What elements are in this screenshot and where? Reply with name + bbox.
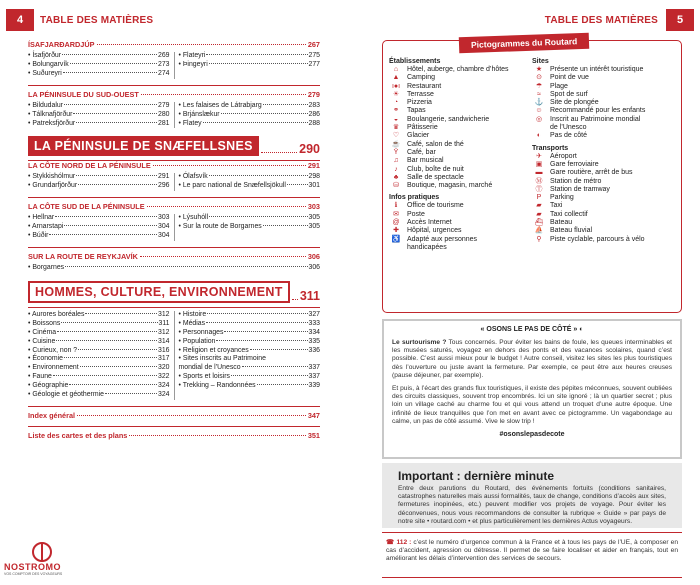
toc-item-label: • Búðir bbox=[28, 232, 49, 240]
pictogram-icon: ◔ bbox=[393, 99, 399, 107]
pictogram-label: Boulangerie, sandwicherie bbox=[407, 115, 490, 123]
toc-item[interactable] bbox=[179, 214, 321, 223]
pictogram-row bbox=[532, 132, 675, 140]
pictogram-label: Café, bar bbox=[407, 148, 436, 156]
pictogram-label: handicapées bbox=[407, 243, 447, 251]
toc-item-page: 274 bbox=[158, 69, 170, 77]
page-number: 4 bbox=[6, 9, 34, 31]
pictogram-icon: ✈ bbox=[536, 152, 542, 160]
toc-item[interactable] bbox=[179, 61, 321, 70]
toc-item[interactable] bbox=[28, 70, 170, 79]
pictogram-row bbox=[389, 107, 532, 115]
pictogram-label: Boutique, magasin, marché bbox=[407, 182, 493, 190]
pictogram-label: Glacier bbox=[407, 132, 430, 140]
pictogram-row bbox=[389, 182, 532, 190]
toc-item-label: • Tálknafjörður bbox=[28, 110, 73, 118]
pictogram-row bbox=[532, 178, 675, 186]
pictogram-label: Office de tourisme bbox=[407, 202, 464, 210]
pictogram-row bbox=[532, 153, 675, 161]
toc-item-page: 305 bbox=[308, 223, 320, 231]
section-items bbox=[28, 214, 320, 241]
toc-item-page: 286 bbox=[308, 110, 320, 118]
pictogram-label: Site de plongée bbox=[550, 99, 599, 107]
toc-item-page: 288 bbox=[308, 119, 320, 127]
toc-item[interactable] bbox=[179, 364, 321, 373]
pictogram-row bbox=[389, 236, 532, 244]
pictogram-label: Point de vue bbox=[550, 74, 589, 82]
toc-item-label: • Bildudalur bbox=[28, 101, 63, 109]
toc-item-label: • Géographie bbox=[28, 382, 69, 390]
pictogram-row bbox=[532, 91, 675, 99]
toc-item-page: 337 bbox=[308, 364, 320, 372]
toc-item[interactable] bbox=[28, 232, 170, 241]
toc-item-page: 324 bbox=[158, 382, 170, 390]
section-heading[interactable] bbox=[28, 161, 320, 170]
toc-item-page: 283 bbox=[308, 101, 320, 109]
toc-item[interactable] bbox=[28, 338, 170, 347]
pictogram-label: Spot de surf bbox=[550, 90, 588, 98]
section-items bbox=[28, 102, 320, 129]
pictogram-label: Inscrit au Patrimoine mondial bbox=[550, 115, 641, 123]
toc-item-page: 304 bbox=[158, 223, 170, 231]
toc-item-label: • Histoire bbox=[178, 310, 207, 318]
pictogram-icon: ◒ bbox=[393, 115, 399, 123]
pictogram-icon: ✉ bbox=[393, 210, 399, 218]
pictogram-row bbox=[532, 116, 675, 124]
pictogram-icon: ▰ bbox=[536, 210, 542, 218]
toc-item-label: • Stykkishólmur bbox=[28, 173, 76, 181]
osons-hashtag: #osonslepasdecote bbox=[499, 431, 565, 439]
toc-item-page: 322 bbox=[158, 373, 170, 381]
pictogram-row bbox=[532, 83, 675, 91]
pictogram-label: Bateau fluvial bbox=[550, 227, 593, 235]
toc-item[interactable] bbox=[179, 373, 321, 382]
toc-item[interactable] bbox=[28, 61, 170, 70]
section-title: LA PÉNINSULE DU SUD-OUEST bbox=[28, 89, 139, 99]
toc-column bbox=[28, 40, 320, 440]
toc-item-page: 304 bbox=[158, 232, 170, 240]
pictogram-label: Hôpital, urgences bbox=[407, 227, 462, 235]
pictogram-row bbox=[389, 124, 532, 132]
pictogram-icon: ★ bbox=[535, 66, 543, 73]
pictogram-icon: ✚ bbox=[393, 227, 399, 235]
toc-item-label: • Brjánslækur bbox=[178, 110, 220, 118]
toc-item-label: • Curieux, non ? bbox=[28, 346, 78, 354]
pictogram-icon: ı●ı bbox=[391, 82, 401, 90]
pictogram-icon: ♿ bbox=[391, 235, 401, 243]
toc-item-label: • Suðureyri bbox=[28, 69, 62, 77]
toc-item-label: • Þingeyri bbox=[178, 60, 208, 68]
pictogram-icon: ℹ bbox=[394, 202, 398, 210]
pictogram-row bbox=[389, 149, 532, 157]
pictogram-row bbox=[532, 236, 675, 244]
toc-item-page: 301 bbox=[308, 182, 320, 190]
section-page: 267 bbox=[307, 40, 320, 49]
pictogram-row bbox=[532, 99, 675, 107]
pictogram-icon: ▣ bbox=[535, 160, 543, 168]
section-page: 291 bbox=[307, 161, 320, 171]
toc-item-label: • Arnarstapi bbox=[28, 223, 64, 231]
pictogram-icon: ▬ bbox=[535, 169, 543, 177]
toc-item-label: • Grundarfjörður bbox=[28, 182, 78, 190]
pictogram-row bbox=[532, 66, 675, 74]
toc-item-label: • Économie bbox=[28, 355, 63, 363]
pictogram-label: Station de tramway bbox=[550, 185, 610, 193]
pictogram-icon: ♡ bbox=[392, 132, 400, 140]
pictogram-icon: ⛁ bbox=[393, 182, 399, 190]
pictogram-row bbox=[532, 169, 675, 177]
pictogram-row bbox=[389, 227, 532, 235]
toc-item[interactable] bbox=[28, 102, 170, 111]
pictogram-icon: ⛴ bbox=[534, 219, 544, 227]
toc-item-page: 334 bbox=[308, 328, 320, 336]
header-title: TABLE DES MATIÈRES bbox=[40, 14, 154, 26]
toc-item-page: 314 bbox=[158, 337, 170, 345]
toc-item[interactable] bbox=[179, 182, 321, 191]
emergency-box bbox=[382, 532, 682, 578]
toc-item[interactable] bbox=[179, 329, 321, 338]
toc-item-label: • Ólafsvík bbox=[178, 173, 208, 181]
section-title: LA CÔTE NORD DE LA PÉNINSULE bbox=[28, 161, 151, 171]
pictogram-row bbox=[532, 211, 675, 219]
toc-item[interactable] bbox=[28, 173, 170, 182]
hce-list bbox=[28, 311, 320, 400]
section-page: 279 bbox=[307, 89, 320, 99]
logo-subtitle: VOS COMPTOIR DES VOYAGEURS bbox=[4, 572, 63, 576]
pictogram-row bbox=[389, 141, 532, 149]
pictogram-label: Aéroport bbox=[550, 152, 577, 160]
toc-item-page: 336 bbox=[308, 346, 320, 354]
toc-index[interactable]: Index général 347 bbox=[28, 410, 320, 420]
toc-item-label: • Aurores boréales bbox=[28, 310, 85, 318]
pictogram-icon bbox=[389, 244, 403, 252]
pictogram-icon: ⊙ bbox=[536, 74, 542, 82]
pictogram-category: Transports bbox=[532, 144, 569, 152]
pictogram-label: Station de métro bbox=[550, 177, 602, 185]
important-title: Important : dernière minute bbox=[398, 469, 555, 483]
pictogram-label: Accès Internet bbox=[407, 219, 452, 227]
pictogram-row bbox=[532, 74, 675, 82]
pictogram-label: Tapas bbox=[407, 107, 426, 115]
toc-item-label: • Patreksfjörður bbox=[28, 119, 76, 127]
pictogram-icon: ≈ bbox=[537, 90, 541, 98]
header-right bbox=[545, 8, 694, 32]
toc-item[interactable] bbox=[28, 120, 170, 129]
toc-item[interactable] bbox=[28, 391, 170, 400]
part-title: LA PÉNINSULE DE SNÆFELLSNES bbox=[28, 136, 259, 156]
toc-item[interactable] bbox=[179, 52, 321, 61]
pictogram-row bbox=[532, 202, 675, 210]
toc-item-page: 303 bbox=[158, 214, 170, 222]
toc-item-label: • Personnages bbox=[178, 328, 224, 336]
toc-item-page: 324 bbox=[158, 391, 170, 399]
toc-item-label: • Faune bbox=[28, 373, 52, 381]
toc-item-page: 312 bbox=[158, 328, 170, 336]
pictogram-label: Restaurant bbox=[407, 82, 442, 90]
pictogram-icon: ☂ bbox=[535, 82, 543, 90]
pictogram-label: Adapté aux personnes bbox=[407, 235, 478, 243]
pictogram-row bbox=[532, 124, 675, 132]
toc-item-page: 312 bbox=[158, 310, 170, 318]
pictogram-row bbox=[389, 74, 532, 82]
header-left bbox=[6, 8, 153, 32]
header-title: TABLE DES MATIÈRES bbox=[544, 14, 658, 26]
toc-item-page: 281 bbox=[158, 119, 170, 127]
pictogram-label: Piste cyclable, parcours à vélo bbox=[550, 235, 645, 243]
pictogram-label: Hôtel, auberge, chambre d’hôtes bbox=[407, 66, 509, 73]
pictogram-icon: ⚲ bbox=[536, 235, 542, 243]
toc-item-label: • Flateyri bbox=[178, 52, 206, 59]
pictogram-icon: ▲ bbox=[392, 74, 400, 82]
pictogram-label: Taxi bbox=[550, 202, 563, 210]
pictograms-tag: Pictogrammes du Routard bbox=[459, 33, 590, 54]
pictogram-row bbox=[389, 116, 532, 124]
emergency-text: ☎ 112 : c’est le numéro d’urgence commun à la France et à tous les pays de l’UE, à composer en cas d’accident, agression ou détresse. Il permet de se faire localiser et aider en français, tout en améliorant les délais d’intervention des services de secours. bbox=[386, 539, 678, 563]
pictograms-box bbox=[382, 36, 682, 313]
section-page: 306 bbox=[307, 251, 320, 261]
pictogram-label: Camping bbox=[407, 74, 436, 82]
osons-box bbox=[382, 319, 682, 459]
toc-item-label: • Géologie et géothermie bbox=[28, 391, 104, 399]
pictogram-icon: ▰ bbox=[536, 202, 542, 210]
section-items bbox=[28, 173, 320, 191]
toc-item[interactable] bbox=[28, 320, 170, 329]
toc-item-page: 327 bbox=[308, 310, 320, 318]
toc-item-label: • Environnement bbox=[28, 364, 79, 372]
pictogram-icon: ⛵ bbox=[534, 227, 544, 235]
pictogram-row bbox=[389, 211, 532, 219]
toc-item-page: 335 bbox=[308, 337, 320, 345]
toc-item[interactable] bbox=[28, 311, 170, 320]
osons-paragraph-2: Et puis, à l’écart des grands flux touristiques, il existe des pépites méconnues, souvent oubliées des circuits classiques, souvent trop encombrés. Ici un site ignoré ; là un quartier secret ; plus loin un village caché au charme fou et qui vous attend un troquet d’une autre époque. Une infinité de lieux tranquilles que l’on met en avant avec ce pictogramme. Un vagabondage au calme, un pas de côté assumé. Vive le slow trip ! bbox=[392, 385, 672, 425]
globe-icon bbox=[32, 542, 52, 562]
pictogram-label: Café, salon de thé bbox=[407, 140, 464, 148]
pictogram-label: Taxi collectif bbox=[550, 210, 588, 218]
pictogram-icon: ◎ bbox=[535, 115, 543, 123]
part-page: 311 bbox=[299, 288, 320, 303]
section-heading[interactable] bbox=[28, 252, 320, 261]
section-title: ÍSAFJARÐARDJÚP bbox=[28, 40, 95, 49]
toc-item-label: • Hellnar bbox=[28, 214, 55, 222]
toc-item-label: • Sports et loisirs bbox=[178, 373, 230, 381]
toc-item[interactable] bbox=[179, 311, 321, 320]
toc-item-label: • Sites inscrits au Patrimoine bbox=[178, 355, 266, 363]
pictogram-row bbox=[532, 194, 675, 202]
toc-item-label: mondial de l’Unesco bbox=[178, 364, 241, 372]
pictogram-icon: @ bbox=[392, 219, 400, 227]
important-text: Entre deux parutions du Routard, des événements fortuits (conditions sanitaires, catastrophes naturelles mais aussi formalités, taux de change, conditions d’accès aux sites, fermetures inopinées, etc.) peuvent modifier vos projets de voyage. Pour éviter les déconvenues, nous vous recommandons de consulter la rubrique « Guide » par pays de notre site • routard.com • et plus particulièrement les dernières Actus voyageurs. bbox=[398, 485, 666, 525]
pictogram-row bbox=[532, 161, 675, 169]
toc-item[interactable] bbox=[179, 347, 321, 356]
pictogram-label: Pizzeria bbox=[407, 99, 432, 107]
pictogram-row bbox=[389, 66, 532, 74]
toc-item-label: • Sur la route de Borgarnes bbox=[178, 223, 262, 231]
part-title: HOMMES, CULTURE, ENVIRONNEMENT bbox=[28, 281, 290, 303]
toc-item-label: • Boissons bbox=[28, 319, 61, 327]
pictogram-label: Pâtisserie bbox=[407, 124, 438, 132]
pictogram-row bbox=[389, 166, 532, 174]
toc-item-page: 311 bbox=[158, 319, 170, 327]
toc-item[interactable] bbox=[179, 223, 321, 232]
pictogram-row bbox=[532, 186, 675, 194]
toc-item-page: 277 bbox=[308, 60, 320, 68]
toc-item-label: • Religion et croyances bbox=[178, 346, 249, 354]
toc-item-page: 298 bbox=[308, 173, 320, 181]
toc-item-page: 320 bbox=[158, 364, 170, 372]
toc-item[interactable] bbox=[179, 338, 321, 347]
toc-item[interactable] bbox=[28, 52, 170, 61]
toc-item[interactable] bbox=[28, 382, 170, 391]
pictogram-icon: ☀ bbox=[392, 90, 400, 98]
toc-item-page: 337 bbox=[308, 373, 320, 381]
pictogram-icon: Ⓜ bbox=[535, 177, 543, 185]
page-number: 5 bbox=[666, 9, 694, 31]
pictogram-label: Parking bbox=[550, 194, 574, 202]
section-heading[interactable] bbox=[28, 40, 320, 49]
part-page: 290 bbox=[299, 142, 320, 157]
osons-paragraph-1: Le surtourisme ? Tous concernés. Pour éviter les bains de foule, les queues interminables et les musées saturés, voyagez en dehors des ponts et des vacances scolaires, quand c’est possible. C’est aussi mieux pour le budget ! Autre conseil, visitez les sites les plus touristiques dès l’ouverture ou juste avant la fermeture. Par exemple, ce peut être aux heures creuses (pause déjeuner, par exemple). bbox=[392, 339, 673, 379]
toc-item-page: 316 bbox=[158, 346, 170, 354]
toc-item-page: 275 bbox=[308, 52, 320, 59]
pictogram-icon: Ⓣ bbox=[535, 185, 543, 193]
pictogram-icon: ♣ bbox=[393, 173, 399, 181]
pictogram-label: Terrasse bbox=[407, 90, 434, 98]
toc-item[interactable] bbox=[28, 355, 170, 364]
pictogram-row bbox=[389, 91, 532, 99]
pictogram-row bbox=[389, 99, 532, 107]
osons-title: « OSONS LE PAS DE CÔTÉ » ◐ bbox=[480, 326, 584, 333]
pictogram-row bbox=[389, 174, 532, 182]
pictogram-label: Bateau bbox=[550, 219, 573, 227]
toc-item[interactable] bbox=[28, 264, 320, 273]
pictogram-row bbox=[389, 202, 532, 210]
toc-item[interactable] bbox=[28, 329, 170, 338]
section-items bbox=[28, 52, 320, 79]
pictogram-icon: ♪ bbox=[394, 165, 398, 173]
toc-item-label: • Cuisine bbox=[28, 337, 56, 345]
pictogram-icon: ⚭ bbox=[393, 107, 399, 115]
pictogram-category: Établissements bbox=[389, 58, 441, 65]
pictogram-icon bbox=[532, 124, 546, 132]
toc-item[interactable] bbox=[28, 364, 170, 373]
pictogram-icon: Ÿ bbox=[393, 148, 399, 156]
toc-item-page: 291 bbox=[158, 173, 170, 181]
toc-item[interactable] bbox=[28, 373, 170, 382]
section-heading[interactable] bbox=[28, 202, 320, 211]
pictogram-icon: ☺ bbox=[535, 107, 543, 115]
toc-item-label: • Trekking – Randonnées bbox=[178, 382, 256, 390]
toc-item[interactable] bbox=[179, 102, 321, 111]
toc-item[interactable] bbox=[179, 355, 321, 364]
toc-item-label: • Cinéma bbox=[28, 328, 57, 336]
toc-item[interactable] bbox=[179, 382, 321, 391]
toc-item-page: 296 bbox=[158, 182, 170, 190]
pictogram-category: Infos pratiques bbox=[389, 194, 440, 202]
pictogram-row bbox=[389, 219, 532, 227]
important-box bbox=[382, 463, 682, 528]
pictogram-category: Sites bbox=[532, 58, 549, 65]
toc-item-page: 305 bbox=[308, 214, 320, 222]
pictogram-row bbox=[532, 227, 675, 235]
toc-item[interactable] bbox=[28, 111, 170, 120]
pictogram-icon: P bbox=[536, 194, 542, 202]
part-heading[interactable] bbox=[28, 281, 320, 303]
toc-item-label: • Ísafjörður bbox=[28, 52, 62, 59]
toc-item-label: • Flatey bbox=[178, 119, 202, 127]
section-heading[interactable] bbox=[28, 90, 320, 99]
pictogram-row bbox=[389, 132, 532, 140]
part-heading[interactable] bbox=[28, 136, 320, 156]
toc-item-label: • Les falaises de Látrabjarg bbox=[178, 101, 262, 109]
pictogram-label: Présente un intérêt touristique bbox=[550, 66, 644, 73]
section-title: SUR LA ROUTE DE REYKJAVÍK bbox=[28, 251, 138, 261]
pictogram-icon: ♛ bbox=[392, 124, 400, 132]
toc-item-page: 269 bbox=[158, 52, 170, 59]
toc-item[interactable] bbox=[179, 320, 321, 329]
toc-item-label: • Bolungarvík bbox=[28, 60, 69, 68]
toc-maps[interactable]: Liste des cartes et des plans 351 bbox=[28, 430, 320, 440]
pictogram-label: Recommandé pour les enfants bbox=[550, 107, 646, 115]
pictogram-row bbox=[532, 107, 675, 115]
pictogram-icon: ◐ bbox=[536, 132, 542, 140]
logo-name: NOSTROMO bbox=[4, 562, 61, 572]
toc-item-page: 279 bbox=[158, 101, 170, 109]
pictogram-row bbox=[389, 83, 532, 91]
toc-item-label: • Population bbox=[178, 337, 216, 345]
toc-item-label: • Lýsuhóll bbox=[178, 214, 209, 222]
toc-item[interactable] bbox=[28, 223, 170, 232]
toc-item[interactable] bbox=[28, 182, 170, 191]
pictogram-icon: ⚓ bbox=[534, 99, 544, 107]
toc-item-label: • Borgarnes bbox=[28, 263, 65, 271]
pictogram-icon: ☕ bbox=[391, 140, 401, 148]
pictogram-label: Pas de côté bbox=[550, 132, 587, 140]
pictogram-icon: ⌂ bbox=[393, 66, 399, 73]
toc-item-page: 317 bbox=[158, 355, 170, 363]
pictogram-label: Plage bbox=[550, 82, 568, 90]
pictogram-label: Salle de spectacle bbox=[407, 173, 464, 181]
toc-item[interactable] bbox=[179, 120, 321, 129]
pictogram-label: Poste bbox=[407, 210, 425, 218]
nostromo-logo bbox=[4, 542, 92, 580]
pictogram-label: Club, boîte de nuit bbox=[407, 165, 464, 173]
toc-item-page: 280 bbox=[158, 110, 170, 118]
pictogram-row bbox=[389, 244, 532, 252]
pictogram-label: Gare ferroviaire bbox=[550, 160, 599, 168]
toc-item-page: 333 bbox=[308, 319, 320, 327]
toc-item[interactable] bbox=[28, 214, 170, 223]
pictogram-label: de l’Unesco bbox=[550, 124, 587, 132]
toc-item-label: • Médias bbox=[178, 319, 206, 327]
toc-item-page: 273 bbox=[158, 60, 170, 68]
toc-item-label: • Le parc national de Snæfellsjökull bbox=[178, 182, 286, 190]
pictogram-icon: ♫ bbox=[393, 157, 399, 165]
toc-item[interactable] bbox=[179, 173, 321, 182]
pictogram-label: Bar musical bbox=[407, 157, 444, 165]
pictogram-row bbox=[389, 157, 532, 165]
section-title: LA CÔTE SUD DE LA PÉNINSULE bbox=[28, 202, 145, 212]
toc-item-page: 306 bbox=[308, 263, 320, 271]
pictogram-row bbox=[532, 219, 675, 227]
section-page: 303 bbox=[307, 202, 320, 212]
pictogram-label: Gare routière, arrêt de bus bbox=[550, 169, 633, 177]
toc-item[interactable] bbox=[179, 111, 321, 120]
toc-item-page: 339 bbox=[308, 382, 320, 390]
